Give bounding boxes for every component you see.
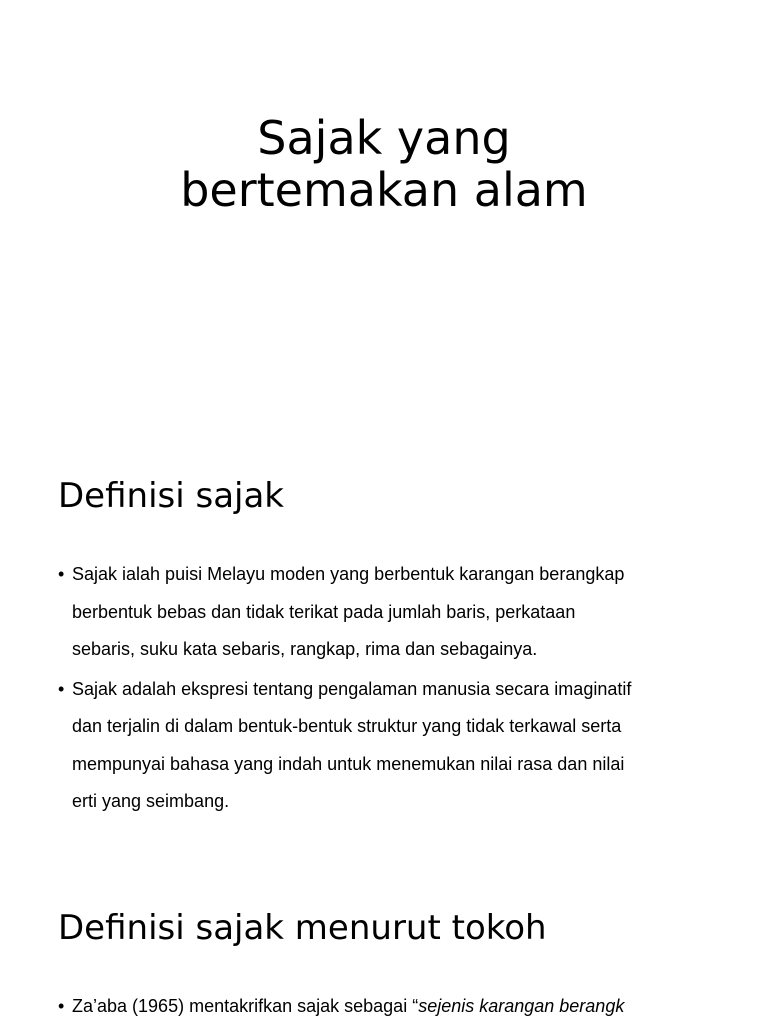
bullet-text: Za’aba (1965) mentakrifkan sajak sebagai “ — [72, 996, 419, 1016]
expert-definition-slide — [0, 864, 768, 1024]
bullet-line: sebaris, suku kata sebaris, rangkap, rima dan sebagainya. — [72, 639, 538, 659]
presentation-title — [0, 112, 768, 216]
slide-heading: Definisi sajak menurut tokoh — [58, 908, 547, 948]
bullet-quote: sejenis karangan berangk — [418, 996, 625, 1016]
bullet-line: erti yang seimbang. — [72, 791, 230, 811]
bullet-mark: • — [58, 678, 65, 699]
bullet-list — [58, 988, 718, 1024]
bullet-line: Sajak adalah ekspresi tentang pengalaman manusia secara imaginatif — [72, 678, 632, 699]
title-slide — [0, 0, 768, 432]
bullet-mark: • — [58, 996, 65, 1016]
bullet-item — [58, 671, 718, 821]
bullet-line: dan terjalin di dalam bentuk-bentuk struktur yang tidak terkawal serta — [72, 716, 622, 736]
bullet-mark: • — [58, 564, 65, 584]
bullet-line: berbentuk bebas dan tidak terikat pada jumlah baris, perkataan — [72, 601, 576, 622]
bullet-line: Sajak ialah puisi Melayu moden yang berbentuk karangan berangkap — [72, 564, 625, 584]
title-line-1: Sajak yang — [257, 111, 511, 165]
definition-slide — [0, 432, 768, 864]
slide-heading: Definisi sajak — [58, 476, 284, 516]
title-line-2: bertemakan alam — [180, 163, 588, 217]
bullet-line — [72, 988, 718, 1024]
bullet-item — [58, 988, 718, 1024]
bullet-line: mempunyai bahasa yang indah untuk menemukan nilai rasa dan nilai — [72, 753, 625, 774]
bullet-item — [58, 556, 718, 669]
bullet-list — [58, 556, 718, 823]
